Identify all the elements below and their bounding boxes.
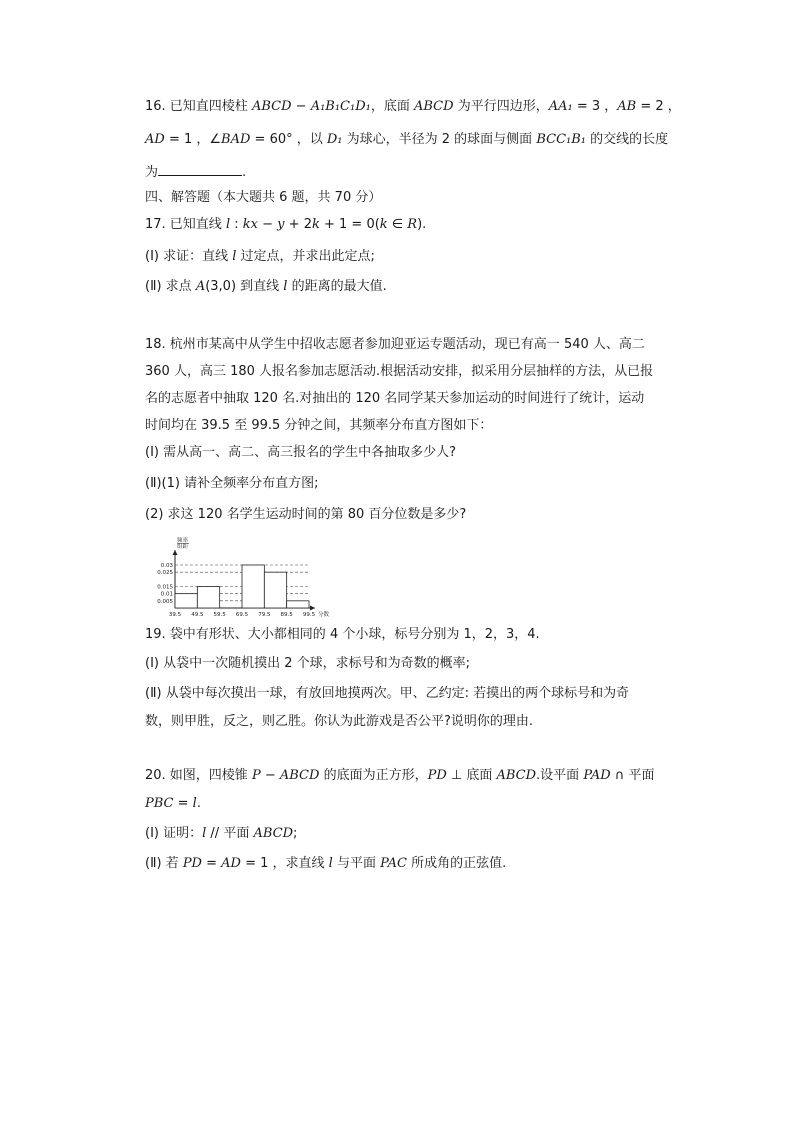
- x-axis-arrow: [310, 606, 315, 611]
- text: = 60° ，以: [250, 132, 327, 147]
- text: :: [230, 217, 243, 232]
- x-tick-label: 99.5: [302, 612, 316, 618]
- math: ABCD: [279, 768, 320, 783]
- q19-part-2-line-2: 数，则甲胜，反之，则乙胜。你认为此游戏是否公平?说明你的理由.: [145, 714, 534, 729]
- text: 为平行四边形，: [453, 99, 549, 114]
- math: ABCD: [414, 99, 454, 114]
- histogram-bar: [175, 594, 197, 608]
- q18-part-2-1: (Ⅱ)(1) 请补全频率分布直方图;: [145, 476, 319, 491]
- math: ABCD: [496, 768, 537, 783]
- text: −: [258, 217, 278, 232]
- x-tick-label: 69.5: [235, 612, 249, 618]
- math: D₁: [326, 132, 343, 147]
- text: −: [260, 768, 280, 783]
- q20-part-1: [145, 825, 297, 843]
- q17-stem: [145, 216, 426, 234]
- histogram-bar: [264, 572, 286, 608]
- math: AA₁: [548, 99, 573, 114]
- math: PBC: [145, 796, 174, 811]
- frequency-histogram: [143, 536, 343, 618]
- math: BCC₁B₁: [536, 132, 586, 147]
- text: (Ⅰ) 求证：直线: [145, 249, 233, 264]
- text: // 平面: [206, 826, 254, 841]
- math: P: [251, 768, 261, 783]
- text: .: [242, 165, 247, 180]
- y-tick-label: 0.015: [157, 584, 173, 591]
- q18-stem-line-4: 时间均在 39.5 至 99.5 分钟之间，其频率分布直方图如下：: [145, 418, 493, 433]
- math: l: [232, 249, 237, 264]
- text: = 2 ，: [636, 99, 681, 114]
- y-tick-label: 0.005: [157, 598, 173, 605]
- y-tick-label: 0.01: [160, 591, 173, 598]
- text: (Ⅱ) 若: [145, 856, 183, 871]
- y-tick-label: 0.03: [160, 563, 173, 569]
- text: =: [201, 856, 222, 871]
- math: AD: [221, 856, 241, 871]
- math: PAC: [380, 856, 407, 871]
- math: AD: [145, 132, 165, 147]
- math: PD: [427, 768, 447, 783]
- histogram-bar: [287, 601, 309, 608]
- y-axis-label: 组距: [177, 544, 189, 550]
- text: 与平面: [332, 856, 381, 871]
- text: 为球心，半径为 2 的球面与侧面: [342, 132, 537, 147]
- text: = 1 ，∠: [164, 132, 222, 147]
- text: 的交线的长度: [586, 132, 669, 147]
- math: k: [379, 217, 388, 232]
- text: −: [291, 99, 311, 114]
- q18-part-2-2: (2) 求这 120 名学生运动时间的第 80 百分位数是多少?: [145, 507, 467, 522]
- x-tick-label: 49.5: [191, 612, 204, 618]
- math: A₁B₁C₁D₁: [310, 99, 371, 114]
- math: ABCD: [253, 826, 294, 841]
- section-heading: 四、解答题（本大题共 6 题，共 70 分）: [145, 190, 382, 205]
- text: =: [173, 796, 193, 811]
- text: .: [196, 796, 201, 811]
- text: ).: [417, 217, 427, 232]
- x-axis-label: 分数: [318, 612, 330, 618]
- histogram-bar: [197, 587, 219, 609]
- q20-part-2: [145, 855, 506, 873]
- math: l: [225, 217, 231, 232]
- q16-line-1: [145, 98, 681, 116]
- y-axis-arrow: [173, 550, 178, 555]
- q20-stem-line-1: [145, 767, 654, 785]
- text: ∩ 平面: [610, 768, 655, 783]
- math: l: [328, 856, 333, 871]
- math: l: [202, 826, 207, 841]
- text: ⊥ 底面: [446, 768, 497, 783]
- y-axis-label: 频率: [177, 538, 189, 544]
- text: + 1 = 0(: [319, 217, 380, 232]
- x-tick-label: 89.5: [280, 612, 293, 618]
- q16-line-2: [145, 131, 668, 149]
- q19-stem: 19. 袋中有形状、大小都相同的 4 个小球，标号分别为 1，2，3，4.: [145, 627, 540, 642]
- math: PAD: [583, 768, 611, 783]
- text: (Ⅰ) 证明：: [145, 826, 203, 841]
- math: k: [311, 217, 320, 232]
- text: 过定点，并求出此定点;: [236, 249, 375, 264]
- text: ∈: [387, 217, 408, 232]
- text: 20. 如图，四棱锥: [145, 768, 252, 783]
- text: 17. 已知直线: [145, 217, 226, 232]
- text: = 1 ，求直线: [240, 856, 329, 871]
- math: l: [192, 796, 197, 811]
- math: AB: [617, 99, 637, 114]
- x-tick-label: 59.5: [213, 612, 226, 618]
- math: R: [407, 217, 418, 232]
- text: 所成角的正弦值.: [407, 856, 507, 871]
- math: y: [277, 217, 285, 232]
- text: (3,0) 到直线: [205, 279, 284, 294]
- q16-line-3: [145, 163, 246, 182]
- math: PD: [182, 856, 202, 871]
- x-tick-label: 79.5: [258, 612, 271, 618]
- q17-part-1: [145, 248, 375, 266]
- q20-stem-line-2: [145, 795, 201, 813]
- text: .设平面: [536, 768, 584, 783]
- q18-stem-line-3: 名的志愿者中抽取 120 名.对抽出的 120 名同学某天参加运动的时间进行了统计，运动: [145, 391, 645, 406]
- text: 的距离的最大值.: [287, 279, 387, 294]
- math: l: [283, 279, 288, 294]
- text: ，底面: [370, 99, 414, 114]
- text: = 3 ，: [572, 99, 618, 114]
- text: + 2: [284, 217, 312, 232]
- q18-stem-line-2: 360 人，高三 180 人报名参加志愿活动.根据活动安排，拟采用分层抽样的方法，从已报: [145, 364, 654, 379]
- text: 16. 已知直四棱柱: [145, 99, 252, 114]
- math: A: [195, 279, 206, 294]
- text: 为: [145, 165, 159, 180]
- text: ;: [293, 826, 298, 841]
- x-tick-label: 39.5: [168, 612, 182, 618]
- math: kx: [242, 217, 258, 232]
- q19-part-1: (Ⅰ) 从袋中一次随机摸出 2 个球，求标号和为奇数的概率;: [145, 656, 471, 671]
- math: ABCD: [251, 99, 292, 114]
- q17-part-2: [145, 278, 387, 296]
- text: (Ⅱ) 求点: [145, 279, 196, 294]
- q18-stem-line-1: 18. 杭州市某高中从学生中招收志愿者参加迎亚运专题活动，现已有高一 540 人、高二: [145, 337, 645, 352]
- math: BAD: [221, 132, 251, 147]
- q18-part-1: (Ⅰ) 需从高一、高二、高三报名的学生中各抽取多少人?: [145, 445, 457, 460]
- answer-blank: [158, 163, 242, 176]
- text: 的底面为正方形，: [319, 768, 428, 783]
- y-tick-label: 0.025: [157, 570, 173, 577]
- histogram-bar: [242, 565, 264, 608]
- q19-part-2-line-1: (Ⅱ) 从袋中每次摸出一球，有放回地摸两次。甲、乙约定: 若摸出的两个球标号和为奇: [145, 686, 630, 701]
